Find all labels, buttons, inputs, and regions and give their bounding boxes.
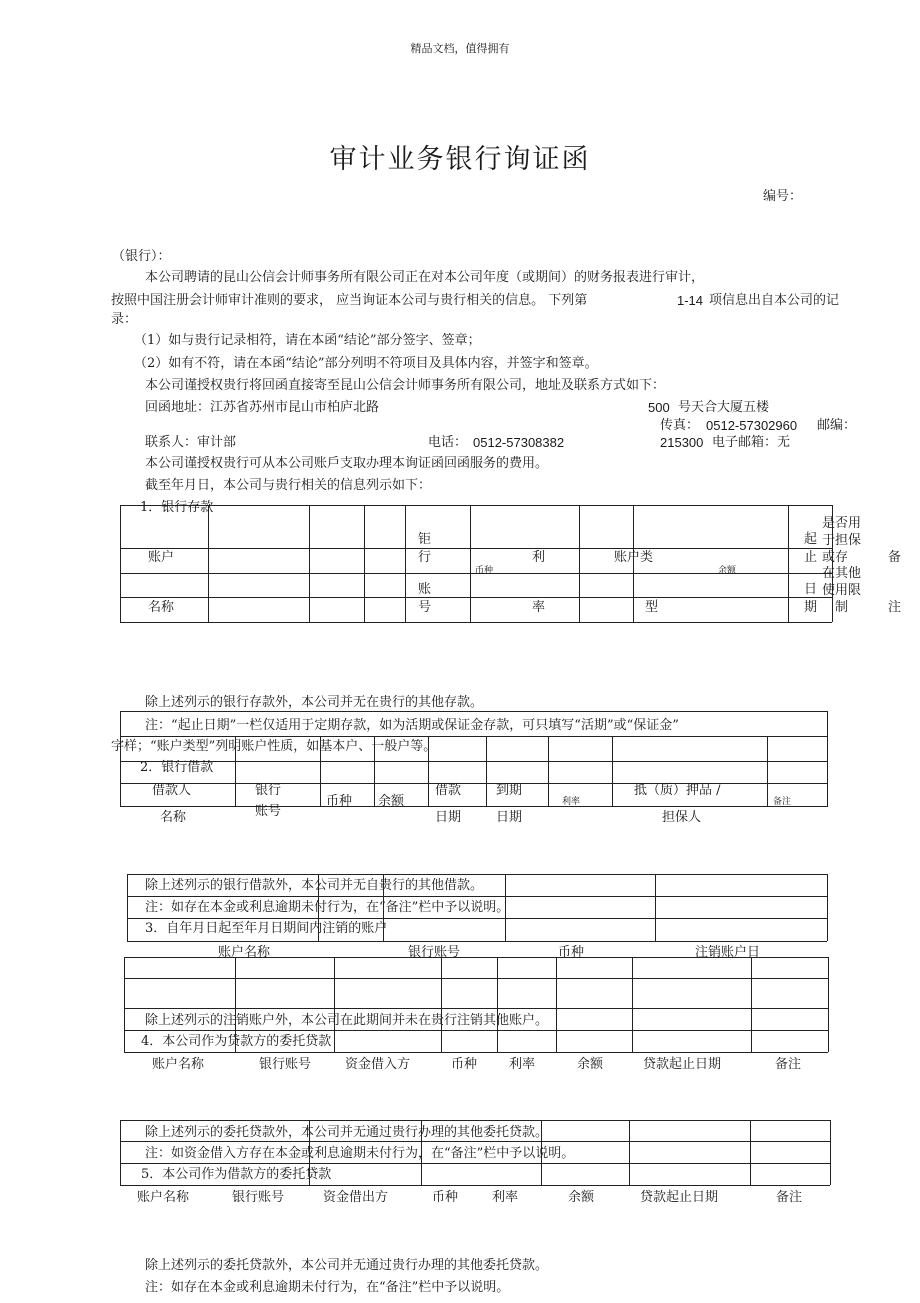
col-remark-1: 备	[888, 550, 902, 565]
col-due-date-2: 日期	[496, 810, 523, 825]
col-closed-date: 注销账户日	[695, 945, 761, 960]
col-type-2: 型	[645, 600, 659, 615]
section-2-footer: 除上述列示的银行借款外，本公司并无自贵行的其他借款。	[145, 878, 484, 893]
col-s5-account-name: 账户名称	[137, 1190, 190, 1205]
section-1-note-2: 字样；“账户类型”列明账户性质，如基本户、一般户等。	[111, 739, 437, 754]
section-5-footer: 除上述列示的委托贷款外，本公司并无通过贵行办理的其他委托贷款。	[145, 1258, 549, 1273]
col-name: 名称	[148, 600, 175, 615]
section-3-title: 3．自年月日起至年月日期间内注销的账户	[145, 921, 388, 936]
address-number: 500	[648, 400, 670, 415]
col-period-3: 日	[804, 582, 818, 597]
col-s5-balance: 余额	[568, 1190, 595, 1205]
col-s4-loan-period: 贷款起止日期	[643, 1057, 722, 1072]
col-closed-account-name: 账户名称	[218, 945, 271, 960]
col-pledge-6: 制	[835, 600, 849, 615]
col-bank-3: 账	[418, 582, 432, 597]
col-bank-1: 钜	[418, 532, 432, 547]
col-s5-account-number: 银行账号	[232, 1190, 285, 1205]
section-1-note-1: 注：“起止日期”一栏仅适用于定期存款，如为活期或保证金存款，可只填写“活期”或“保证金”	[145, 718, 679, 733]
col-collateral-2: 担保人	[662, 810, 702, 825]
address-tail: 号天合大厦五楼	[678, 400, 770, 415]
col-s5-remark: 备注	[776, 1190, 803, 1205]
section-1-footer: 除上述列示的银行存款外，本公司并无在贵行的其他存款。	[145, 695, 484, 710]
col-currency: 币种	[475, 566, 494, 576]
col-collateral-1: 抵（质）押品 /	[634, 783, 721, 798]
col-loan-date-2: 日期	[435, 810, 462, 825]
col-s5-lender: 资金借出方	[323, 1190, 389, 1205]
postcode: 215300	[660, 435, 704, 450]
intro-point-1: （1）如与贵行记录相符，请在本函“结论”部分签字、签章；	[134, 333, 481, 348]
col-s4-rate: 利率	[509, 1057, 536, 1072]
col-s4-currency: 币种	[451, 1057, 478, 1072]
section-4-note: 注：如资金借入方存在本金或利息逾期未付行为，在“备注”栏中予以说明。	[145, 1146, 575, 1161]
address-label: 回函地址：江苏省苏州市昆山市柏庐北路	[145, 400, 380, 415]
col-borrower-2: 名称	[160, 810, 187, 825]
intro-line-2-tail: 项信息出自本公司的记	[709, 293, 840, 308]
col-closed-account-number: 银行账号	[408, 945, 461, 960]
col-loan-remark: 备注	[773, 797, 792, 807]
col-s4-account-number: 银行账号	[259, 1057, 312, 1072]
col-period-1: 起	[804, 532, 818, 547]
intro-line-3: 录：	[111, 312, 138, 327]
col-rate-2: 率	[532, 600, 546, 615]
col-pledge-2: 于担保	[822, 533, 862, 548]
col-s5-loan-period: 贷款起止日期	[640, 1190, 719, 1205]
col-s4-borrower: 资金借入方	[345, 1057, 411, 1072]
intro-point-2: （2）如有不符，请在本函“结论”部分列明不符项目及具体内容，并签字和签章。	[134, 356, 598, 371]
serial-label: 编号：	[763, 189, 803, 204]
postcode-label: 邮编：	[817, 418, 857, 433]
col-rate-1: 利	[532, 550, 546, 565]
col-due-date-1: 到期	[496, 783, 523, 798]
col-s5-currency: 币种	[432, 1190, 459, 1205]
col-pledge-1: 是否用	[822, 516, 862, 531]
section-5-note: 注：如存在本金或利息逾期未付行为，在“备注”栏中予以说明。	[145, 1280, 510, 1295]
col-loan-account-1: 银行	[255, 783, 282, 798]
col-s5-rate: 利率	[492, 1190, 519, 1205]
col-account: 账户	[148, 550, 175, 565]
col-pledge-4: 在其他	[822, 566, 862, 581]
section-4-footer: 除上述列示的委托贷款外，本公司并无通过贵行办理的其他委托贷款。	[145, 1125, 549, 1140]
fee-note: 本公司谨授权贵行可从本公司账戶支取办理本询证函回函服务的费用。	[145, 456, 549, 471]
contact-person: 联系人：审计部	[145, 435, 237, 450]
fax-label: 传真：	[660, 418, 700, 433]
section-2-note: 注：如存在本金或利息逾期未付行为，在“备注”栏中予以说明。	[145, 900, 510, 915]
page-title: 审计业务银行询证函	[329, 144, 591, 175]
col-remark-2: 注	[888, 600, 902, 615]
col-period-2: 止	[804, 550, 818, 565]
intro-line-2: 按照中国注册会计师审计准则的要求， 应当询证本公司与贵行相关的信息。 下列第	[111, 293, 588, 308]
section-1-title: 1．银行存款	[140, 500, 214, 515]
col-loan-account-2: 账号	[255, 804, 282, 819]
phone-label: 电话：	[428, 435, 468, 450]
fax-number: 0512-57302960	[706, 418, 798, 433]
col-bank-4: 号	[418, 600, 432, 615]
col-period-4: 期	[804, 600, 818, 615]
phone-number: 0512-57308382	[473, 435, 565, 450]
col-type-1: 账户类	[614, 550, 654, 565]
section-2-title: 2．银行借款	[140, 760, 214, 775]
col-loan-date-1: 借款	[435, 783, 462, 798]
intro-line-1: 本公司聘请的昆山公信会计师事务所有限公司正在对本公司年度（或期间）的财务报表进行审计，	[145, 270, 705, 285]
email-label: 电子邮箱：无	[712, 435, 791, 450]
section-5-title: 5．本公司作为借款方的委托贷款	[141, 1167, 332, 1182]
section-4-title: 4．本公司作为贷款方的委托贷款	[141, 1034, 332, 1049]
addressee: （银行）：	[112, 249, 171, 264]
col-loan-balance: 余额	[378, 794, 405, 809]
col-loan-rate: 利率	[562, 797, 581, 807]
col-balance: 余额	[718, 566, 737, 576]
section-3-footer: 除上述列示的注销账户外，本公司在此期间并未在贵行注销其他账户。	[145, 1013, 549, 1028]
col-s4-account-name: 账户名称	[152, 1057, 205, 1072]
col-loan-currency: 币种	[326, 794, 353, 809]
col-pledge-3: 或存	[822, 550, 849, 565]
col-s4-remark: 备注	[775, 1057, 802, 1072]
page-header: 精品文档，值得拥有	[410, 42, 510, 55]
col-s4-balance: 余额	[577, 1057, 604, 1072]
col-closed-currency: 币种	[558, 945, 585, 960]
items-range: 1-14	[677, 293, 704, 308]
col-pledge-5: 使用限	[822, 583, 862, 598]
as-of-statement: 截至年月日，本公司与贵行相关的信息列示如下：	[145, 478, 432, 493]
col-borrower-1: 借款人	[152, 783, 192, 798]
col-bank-2: 行	[418, 550, 432, 565]
mail-note: 本公司谨授权贵行将回函直接寄至昆山公信会计师事务所有限公司，地址及联系方式如下：	[145, 378, 666, 393]
